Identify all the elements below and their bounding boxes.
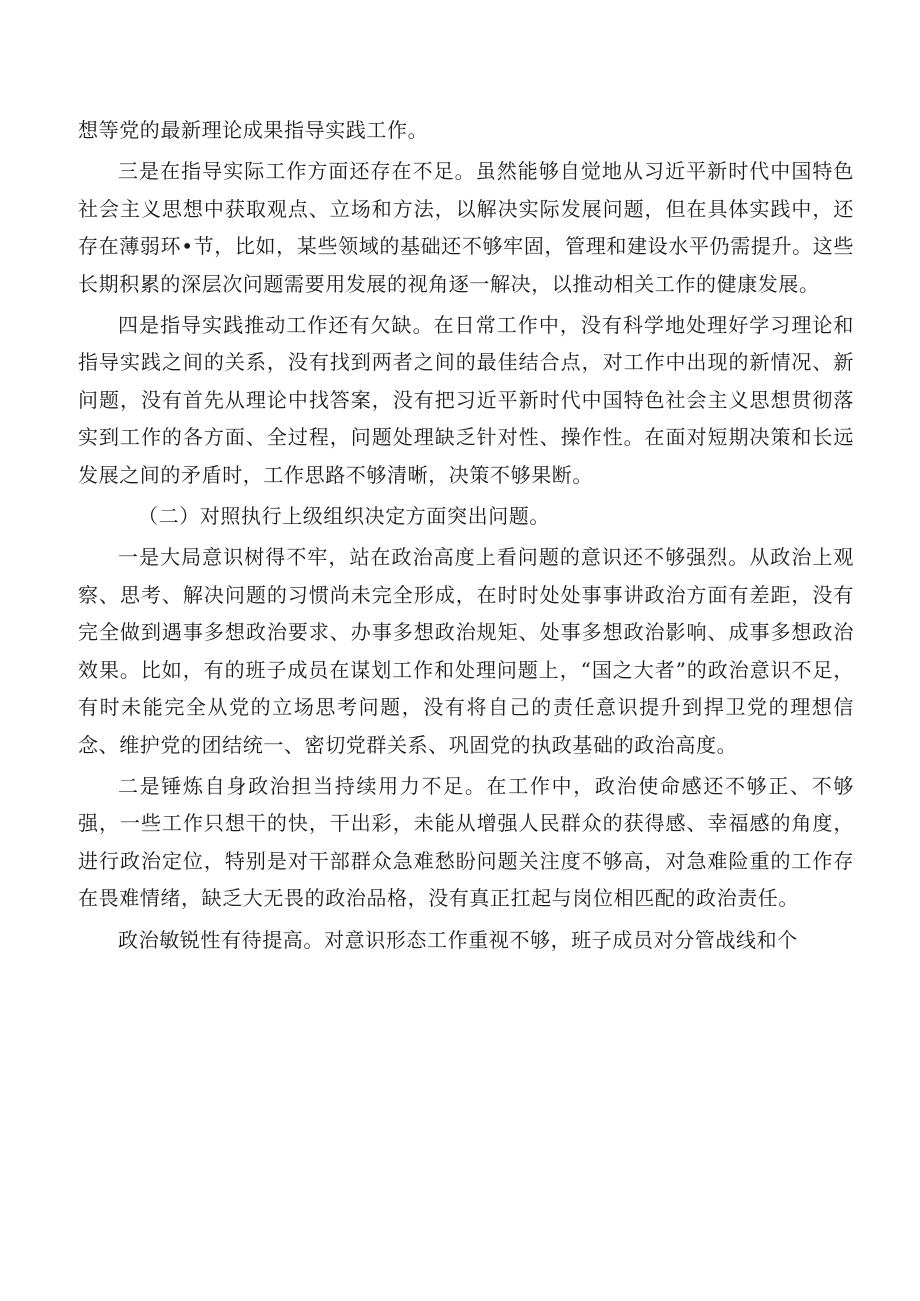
paragraph-point-three: 三是在指导实际工作方面还存在不足。虽然能够自觉地从习近平新时代中国特色社会主义思想中获取观点、立场和方法，以解决实际发展问题，但在具体实践中，还存在薄弱环•节，比如，某些领域的基础还不够牢固，管理和建设水平仍需提升。这些长期积累的深层次问题需要用发展的视角逐一解决，以推动相关工作的健康发展。: [78, 159, 854, 296]
paragraph-point-four: 四是指导实践推动工作还有欠缺。在日常工作中，没有科学地处理好学习理论和指导实践之间的关系，没有找到两者之间的最佳结合点，对工作中出现的新情况、新问题，没有首先从理论中找答案，没有把习近平新时代中国特色社会主义思想贯彻落实到工作的各方面、全过程，问题处理缺乏针对性、操作性。在面对短期决策和长远发展之间的矛盾时，工作思路不够清晰，决策不够果断。: [78, 313, 854, 487]
paragraph-point-one: 一是大局意识树得不牢，站在政治高度上看问题的意识还不够强烈。从政治上观察、思考、解决问题的习惯尚未完全形成，在时时处处事事讲政治方面有差距，没有完全做到遇事多想政治要求、办事多想政治规矩、处事多想政治影响、成事多想政治效果。比如，有的班子成员在谋划工作和处理问题上，“国之大者”的政治意识不足，有时未能完全从党的立场思考问题，没有将自己的责任意识提升到捍卫党的理想信念、维护党的团结统一、密切党群关系、巩固党的执政基础的政治高度。: [78, 545, 854, 757]
document-body: [78, 112, 854, 959]
paragraph-political-sensitivity: 政治敏锐性有待提高。对意识形态工作重视不够，班子成员对分管战线和个: [118, 927, 798, 952]
section-heading: （二）对照执行上级组织决定方面突出问题。: [138, 504, 550, 529]
paragraph-point-two: 二是锤炼自身政治担当持续用力不足。在工作中，政治使命感还不够正、不够强，一些工作只想干的快，干出彩，未能从增强人民群众的获得感、幸福感的角度，进行政治定位，特别是对干部群众急难愁盼问题关注度不够高，对急难险重的工作存在畏难情绪，缺乏大无畏的政治品格，没有真正扛起与岗位相匹配的政治责任。: [78, 773, 854, 911]
paragraph-continuation: 想等党的最新理论成果指导实践工作。: [78, 118, 429, 142]
